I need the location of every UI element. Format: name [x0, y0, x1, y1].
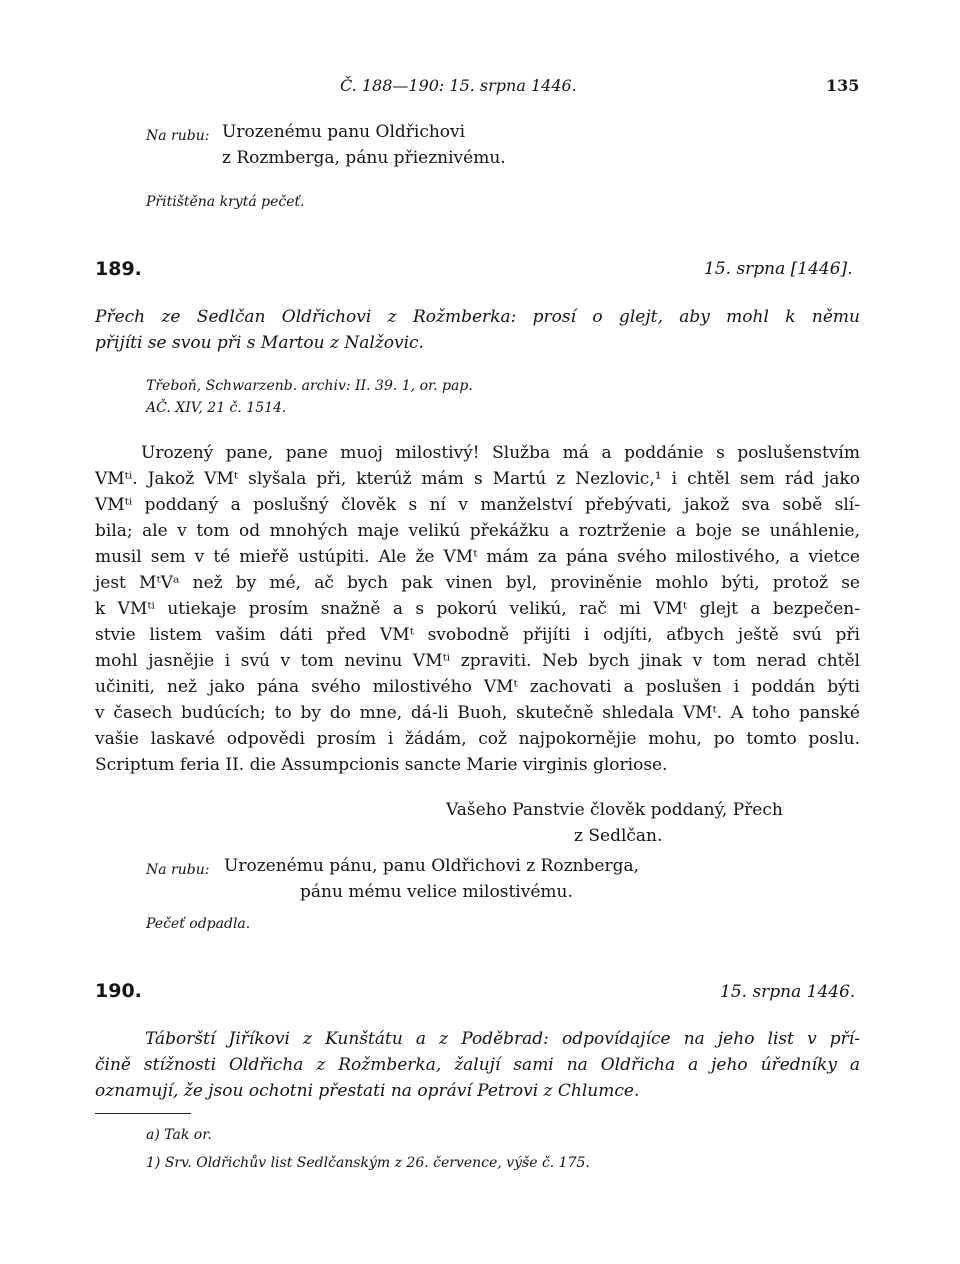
address-line-189-2: pánu mému velice milostivému.	[300, 882, 573, 902]
text-189-line-12: vašie laskavé odpovědi prosím i žádám, což najpokornějie mohu, po tomto poslu.	[95, 729, 860, 749]
summary-189-line-1: Přech ze Sedlčan Oldřichovi z Rožmberka: prosí o glejt, aby mohl k němu	[95, 307, 860, 327]
doc-date-190: 15. srpna 1446.	[720, 982, 856, 1002]
doc-text-189	[95, 440, 860, 778]
text-189-line-5: musil sem v té mieřě ustúpiti. Ale že VMᵗ mám za pána svého milostivého, a vietce	[95, 547, 860, 567]
signature-line-2: z Sedlčan.	[574, 826, 663, 846]
page-number: 135	[826, 76, 860, 95]
doc-date-189: 15. srpna [1446].	[704, 259, 853, 279]
summary-190-line-1: Táborští Jiříkovi z Kunštátu a z Poděbrad: odpovídajíce na jeho list v pří-	[145, 1029, 860, 1049]
text-189-line-7: k VMᵗⁱ utiekaje prosím snažně a s pokorú velikú, rač mi VMᵗ glejt a bezpečen-	[95, 599, 860, 619]
address-line-188-2: z Rozmberga, pánu přieznivému.	[222, 148, 506, 168]
summary-190-line-2: čině stížnosti Oldřicha z Rožmberka, žalují sami na Oldřicha a jeho úředníky a	[95, 1055, 860, 1075]
text-189-line-11: v časech budúcích; to by do mne, dá-li Buoh, skutečně shledala VMᵗ. A toho panské	[95, 703, 860, 723]
seal-note-189: Pečeť odpadla.	[146, 916, 251, 932]
summary-189-line-2: přijíti se svou při s Martou z Nalžovic.	[95, 333, 424, 353]
text-189-line-3: VMᵗⁱ poddaný a poslušný člověk s ní v manželství přebývati, jakož sva sobě slí-	[95, 495, 860, 515]
address-line-188-1: Urozenému panu Oldřichovi	[222, 122, 466, 142]
running-header: Č. 188—190: 15. srpna 1446.	[340, 76, 577, 95]
doc-number-190: 190.	[95, 980, 142, 1002]
text-189-line-8: stvie listem vašim dáti před VMᵗ svobodně přijíti i odjíti, aťbych ještě svú při	[95, 625, 860, 645]
text-189-line-6: jest MᵗVᵃ než by mé, ač bych pak vinen byl, proviněnie mohlo býti, protož se	[95, 573, 860, 593]
seal-note-188: Přitištěna krytá pečeť.	[146, 194, 305, 210]
text-189-line-2: VMᵗⁱ. Jakož VMᵗ slyšala při, kterúž mám s Martú z Nezlovic,¹ i chtěl sem rád jako	[95, 469, 860, 489]
text-189-line-10: učiniti, než jako pána svého milostivého VMᵗ zachovati a poslušen i poddán býti	[95, 677, 860, 697]
footnote-rule	[95, 1113, 191, 1114]
address-label-188: Na rubu:	[146, 128, 210, 144]
footnote-1: 1) Srv. Oldřichův list Sedlčanským z 26. července, výše č. 175.	[146, 1155, 590, 1171]
doc-summary-189	[95, 304, 860, 356]
address-label-189: Na rubu:	[146, 862, 210, 878]
text-189-line-4: bila; ale v tom od mnohých maje velikú překážku a roztrženie a boje se unáhlenie,	[95, 521, 860, 541]
address-line-189-1: Urozenému pánu, panu Oldřichovi z Roznberga,	[224, 856, 639, 876]
text-189-line-13: Scriptum feria II. die Assumpcionis sancte Marie virginis gloriose.	[95, 755, 668, 775]
doc-number-189: 189.	[95, 258, 142, 280]
text-189-line-1: Urozený pane, pane muoj milostivý! Služba má a poddánie s poslušenstvím	[141, 443, 860, 463]
signature-line-1: Vašeho Panstvie člověk poddaný, Přech	[446, 800, 783, 820]
text-189-line-9: mohl jasnějie i svú v tom nevinu VMᵗⁱ zpraviti. Neb bych jinak v tom nerad chtěl	[95, 651, 860, 671]
source-189-line-1: Třeboň, Schwarzenb. archiv: II. 39. 1, or. pap.	[146, 378, 473, 394]
doc-summary-190	[95, 1026, 860, 1104]
source-189-line-2: AČ. XIV, 21 č. 1514.	[146, 400, 287, 416]
footnote-a: a) Tak or.	[146, 1127, 212, 1143]
summary-190-line-3: oznamují, že jsou ochotni přestati na opráví Petrovi z Chlumce.	[95, 1081, 640, 1101]
